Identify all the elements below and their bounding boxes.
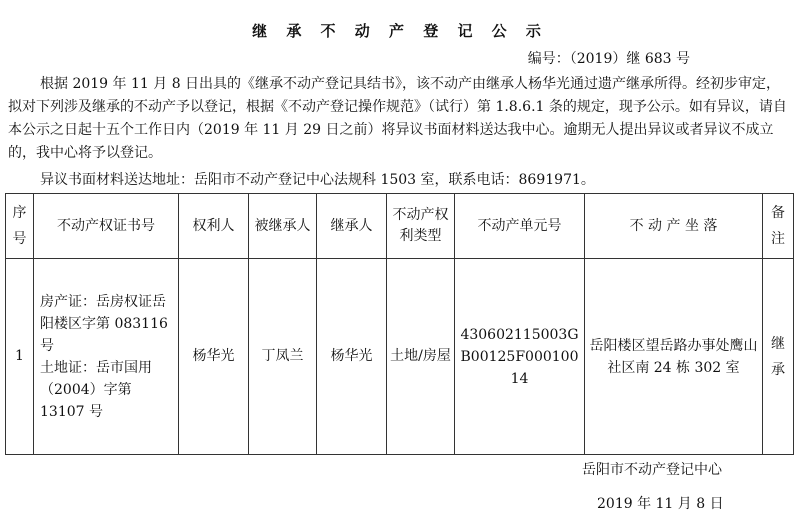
cell-location: 岳阳楼区望岳路办事处鹰山社区南 24 栋 302 室	[585, 259, 763, 455]
header-decedent: 被继承人	[249, 194, 317, 259]
cell-heir: 杨华光	[317, 259, 387, 455]
objection-address: 异议书面材料送达地址：岳阳市不动产登记中心法规科 1503 室，联系电话：8691971。	[40, 172, 595, 188]
cell-seq: 1	[6, 259, 34, 455]
cert-house: 房产证：岳房权证岳阳楼区字第 083116 号	[40, 293, 168, 354]
cell-decedent: 丁凤兰	[249, 259, 317, 455]
page-title: 继 承 不 动 产 登 记 公 示	[252, 22, 548, 40]
cell-right-type: 土地/房屋	[387, 259, 455, 455]
header-seq: 序号	[6, 194, 34, 259]
cell-cert	[34, 259, 179, 455]
document-number: 编号：（2019）继 683 号	[527, 51, 690, 67]
registration-table	[5, 193, 794, 455]
cell-remarks: 继承	[763, 259, 794, 455]
header-heir: 继承人	[317, 194, 387, 259]
cert-land: 土地证：岳市国用（2004）字第 13107 号	[40, 359, 152, 420]
header-owner: 权利人	[179, 194, 249, 259]
table-row	[6, 259, 794, 455]
cell-unit-no: 430602115003GB00125F00010014	[455, 259, 585, 455]
issuing-organization: 岳阳市不动产登记中心	[582, 462, 722, 478]
header-cert: 不动产权证书号	[34, 194, 179, 259]
header-location: 不 动 产 坐 落	[585, 194, 763, 259]
header-right-type: 不动产权利类型	[387, 194, 455, 259]
issue-date: 2019 年 11 月 8 日	[597, 496, 724, 512]
notice-body: 根据 2019 年 11 月 8 日出具的《继承不动产登记具结书》，该不动产由继承人杨华光通过遗产继承所得。经初步审定， 拟对下列涉及继承的不动产予以登记，根据《不动产登记操作规范》（试行）第 1.8.6.1 条的规定，现予公示。如有异议，请自本公示之日起十五个工作日内（2019 年 11 月 29 日之前）将异议书面材料送达我中心。逾期无人提出异议或者异议不成立的，我中心将予以登记。	[8, 76, 787, 161]
cell-owner: 杨华光	[179, 259, 249, 455]
header-remarks: 备注	[763, 194, 794, 259]
table-header-row	[6, 194, 794, 259]
header-unit-no: 不动产单元号	[455, 194, 585, 259]
